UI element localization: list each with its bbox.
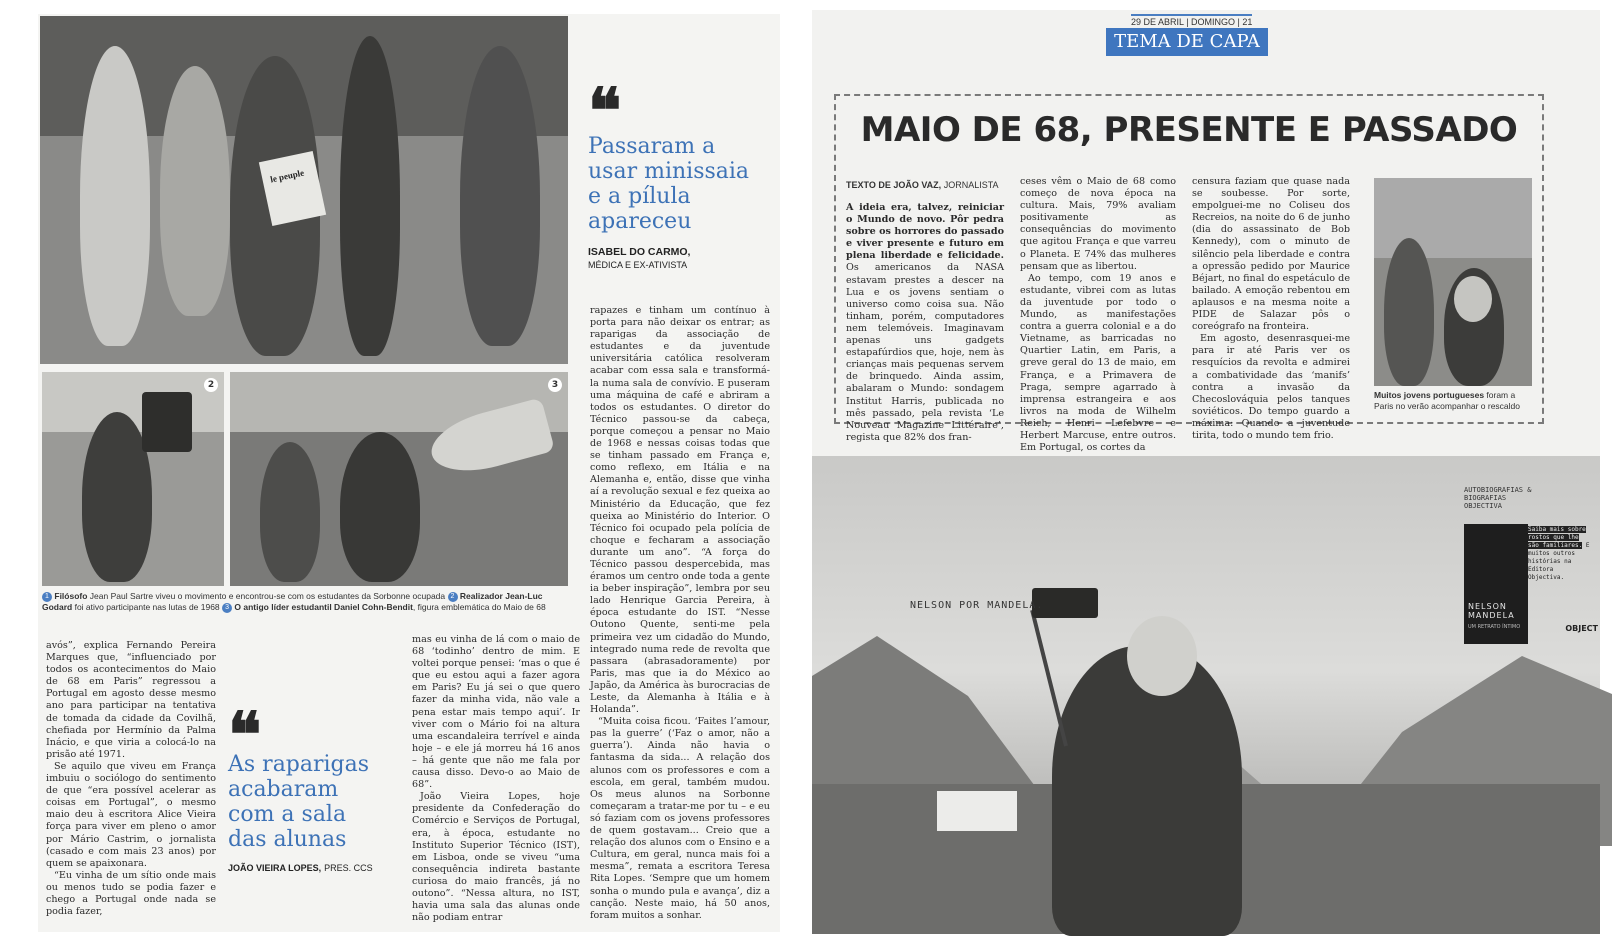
- caption-text: , figura emblemática do Maio de 68: [412, 602, 546, 612]
- byline-author: TEXTO DE JOÃO VAZ,: [846, 180, 942, 190]
- photo1-sign-text: le peuple: [269, 167, 305, 185]
- quote-mark-icon: ❝: [588, 74, 616, 147]
- paragraph: Em agosto, desenrasquei-me para ir até Paris ver os resquícios da revolta e admirei a combatividade das ‘manifs’ contra a invasão da Checoslováquia pelos tanques soviéticos. Do tempo guardo a máxima: Quando a juventude tirita, todo o mundo tem frio.: [1192, 333, 1350, 441]
- paragraph: “Eu vinha de um sítio onde mais ou menos tudo se podia fazer e chego a Portugal onde nada se podia fazer,: [46, 869, 216, 918]
- ad-blurb: [1528, 526, 1592, 582]
- ad-blurb-text: E muitos outros histórias na Editora Objectiva.: [1528, 542, 1590, 581]
- caption-text: foi ativo participante nas lutas de 1968: [72, 602, 223, 612]
- photo-portuguese-youth: [1374, 178, 1532, 386]
- article-column-3: [1192, 176, 1350, 441]
- caption-label: Muitos jovens portugueses: [1374, 390, 1485, 400]
- paragraph: Se aquilo que viveu em França imbuiu o sociólogo do sentimento de que “era possível acelerar as coisas em Portugal”, o mesmo maio deu à escritora Alice Vieira força para viver em pleno o amor por Mário Castrim, o jornalista (casado e com mais 23 anos) por quem se apaixonara.: [46, 760, 216, 869]
- photo-godard-camera: [42, 372, 224, 586]
- byline: [846, 180, 999, 190]
- left-page: [38, 14, 780, 932]
- caption-text: Jean Paul Sartre viveu o movimento e encontrou-se com os estudantes da Sorbonne ocupada: [87, 591, 448, 601]
- quote-author-name: JOÃO VIEIRA LOPES,: [228, 863, 322, 873]
- paragraph: censura faziam que quase nada se soubesse. Por sorte, empolguei-me no Coliseu dos Recreios, na noite do 6 de junho (dia do assassinato de Bob Kennedy), com o minuto de silêncio pela liberdade e contra a opressão pedido por Maurice Béjart, no final do espetáculo de bailado. A emoção rebentou em aplausos e na mesma noite a PIDE de Salazar pôs o coreógrafo na fronteira.: [1192, 176, 1350, 333]
- selfie-stick: [1030, 610, 1068, 747]
- paragraph: ceses vêm o Maio de 68 como começo de nova época na cultura. Mais, 79% avaliam positivamente as consequências do movimento que agitou França e que varreu o Planeta. E 74% das mulheres pensam que as libertou.: [1020, 176, 1176, 272]
- caption-text: foram a Paris no verão acompanhar o rescaldo: [1374, 390, 1520, 411]
- pull-quote-1: Passaram a usar minissaia e a pílula apareceu: [588, 134, 750, 234]
- caption-label: Realizador Jean-Luc Godard: [42, 591, 543, 612]
- photo-cohn-bendit-megaphone: [230, 372, 568, 586]
- article-column-a: [46, 640, 216, 918]
- article-lead: A ideia era, talvez, reiniciar o Mundo de novo. Pôr pedra sobre os horrores do passado e viver presente e futuro em plena liberdade e felicidade.: [846, 202, 1004, 262]
- person-head: [1127, 616, 1197, 696]
- byline-role: JORNALISTA: [941, 180, 999, 190]
- quote-author-role: PRES. CCS: [324, 863, 373, 873]
- paragraph: João Vieira Lopes, hoje presidente da Confederação do Comércio e Serviços de Portugal, era, à época, estudante no Instituto Superior Técnico (IST), em Lisboa, onde se viveu “uma consequência indireta bastante curiosa do maio francês, já no outono”. “Nessa altura, no IST, havia uma sala das alunas onde não podiam entrar: [412, 791, 580, 924]
- caption-number: 1: [42, 592, 52, 602]
- article-column-right: [590, 305, 770, 921]
- photo-sartre-street: [40, 16, 568, 364]
- book-title: NELSON MANDELA: [1468, 602, 1515, 620]
- quote-author-name: ISABEL DO CARMO,: [588, 246, 691, 258]
- right-page: [812, 10, 1600, 934]
- book-cover: [1464, 524, 1528, 644]
- section-tag: TEMA DE CAPA: [1106, 28, 1268, 56]
- headline: MAIO DE 68, PRESENTE E PASSADO: [860, 110, 1518, 150]
- book-subtitle: UM RETRATO ÍNTIMO: [1468, 624, 1521, 630]
- photo-number-badge: 2: [204, 378, 218, 392]
- article-column-2: [1020, 176, 1176, 454]
- paragraph: Os americanos da NASA estavam prestes a descer na Lua e os jovens sentiam o universo como coisa sua. Não tinham, porém, computadores nem telemóveis. Imaginavam apenas uns gadgets estapafúrdios que, hoje, nem às crianças mais pequenas servem de brinquedo. Ainda assim, abalaram o Mundo: sondagem Institut Harris, publicada no mês passado, pela revista ‘Le Nouveau Magazine Littéraire’, regista que 82% dos fran-: [846, 262, 1004, 443]
- photo-caption: [42, 591, 570, 613]
- ad-series-label: AUTOBIOGRAFIAS & BIOGRAFIAS OBJECTIVA: [1464, 486, 1532, 510]
- caption-number: 2: [448, 592, 458, 602]
- paragraph: rapazes e tinham um contínuo à porta para não deixar os entrar; as raparigas da associação de estudantes e da juventude universitária católica resolveram acabar com essa sala e transformá-la numa sala de convívio. E puseram uma máquina de café e abriram a todos os estudantes. O diretor do Técnico passou-se da cabeça, porque começou a pensar no Maio de 1968 e nessas coisas todas que se tinham passado em França e, como reflexo, em Itália e na Alemanha e, então, disse que vinha aí a revolução sexual e fez queixa ao Ministério da Educação, que fez queixa ao Ministério do Interior. O Técnico foi ocupado pela polícia de choque e fecharam a associação durante um ano”. “A força do Técnico passou despercebida, mas éramos um centro onde toda a gente ia beber inspiração”, lembra por seu lado Henrique Garcia Pereira, à época estudante do IST. “Nesse Outono Quente, senti-me pela primeira vez um cidadão do Mundo, integrado numa rede de revolta que passara (abrasadoramente) por Paris, mas que ia do México ao Japão, da América às burocracias de Leste, da Alemanha à Itália e à Holanda”.: [590, 305, 770, 716]
- issue-info: 29 DE ABRIL | DOMINGO | 21: [1131, 14, 1252, 27]
- quote-author-role: MÉDICA E EX-ATIVISTA: [588, 260, 688, 270]
- brand-logo: OBJECT: [1565, 624, 1598, 633]
- photo-number-badge: 3: [548, 378, 562, 392]
- caption-number: 3: [222, 603, 232, 613]
- ad-tagline: NELSON POR MANDELA.: [910, 600, 1044, 611]
- caption-label: O antigo líder estudantil Daniel Cohn-Bendit: [234, 602, 413, 612]
- pull-quote-2: As raparigas acabaram com a sala das alunas: [228, 752, 370, 852]
- article-column-b: [412, 634, 580, 924]
- quote-author-1: [588, 246, 768, 272]
- ad-blurb-highlight: Saiba mais sobre rostos que lhe são familiares.: [1528, 526, 1586, 549]
- caption-label: Filósofo: [54, 591, 88, 601]
- paragraph: Ao tempo, com 19 anos e estudante, vibrei com as lutas da juventude por todo o Mundo, as manifestações contra a guerra colonial e a do Vietname, as barricadas no Quartier Latin, em Paris, a greve geral do 13 de maio, em França, e a Primavera de Praga, sempre agarrado à imprensa estrangeira e aos livros na moda de Wilhelm Reich, Henri Lefebvre e Herbert Marcuse, entre outros. Em Portugal, os cortes da: [1020, 272, 1176, 454]
- advertisement: [812, 456, 1600, 934]
- article-column-1: [846, 202, 1004, 443]
- quote-mark-icon: ❝: [228, 698, 256, 771]
- paragraph: “Muita coisa ficou. ‘Faites l’amour, pas la guerre’ (‘Faz o amor, não a guerra’). Ainda não havia o fantasma da sida... A relação dos alunos com os professores e com a escola, em geral, também mudou. Os meus alunos na Sorbonne começaram a tratar-me por tu – e eu só faziam com os jovens professores de quem gostavam... Creio que a relação dos alunos com o Ensino e a Cultura, em geral, nunca mais foi a mesma”, remata a escritora Teresa Rita Lopes. ‘Sempre que um homem sonha o mundo pula e avança’, diz a canção. Neste maio, há 50 anos, foram muitos a sonhar.: [590, 716, 770, 921]
- paragraph: mas eu vinha de lá com o maio de 68 ‘todinho’ dentro de mim. E voltei porque pensei: ‘mas o que é que eu estou aqui a fazer agora em Paris? Eu já sei o que quero fazer da minha vida, não vale a pena estar mais tempo aqui’. Ir viver com o Mário foi na altura uma escandaleira terrível e ainda hoje – e ele já morreu há 16 anos – há gente que não me fala por causa disso. Devo-o ao Maio de 68”.: [412, 634, 580, 791]
- feature-box: [834, 94, 1544, 454]
- photo-caption-right: [1374, 390, 1534, 412]
- paragraph: avós”, explica Fernando Pereira Marques que, “influenciado por todos os acontecimentos do Maio de 68 em Paris” regressou a Portugal em agosto desse mesmo ano para participar na tentativa de tomada da cidade da Covilhã, chefiada por Hermínio da Palma Inácio, e que viria a colocá-lo na prisão até 1971.: [46, 640, 216, 760]
- quote-author-2: [228, 862, 408, 875]
